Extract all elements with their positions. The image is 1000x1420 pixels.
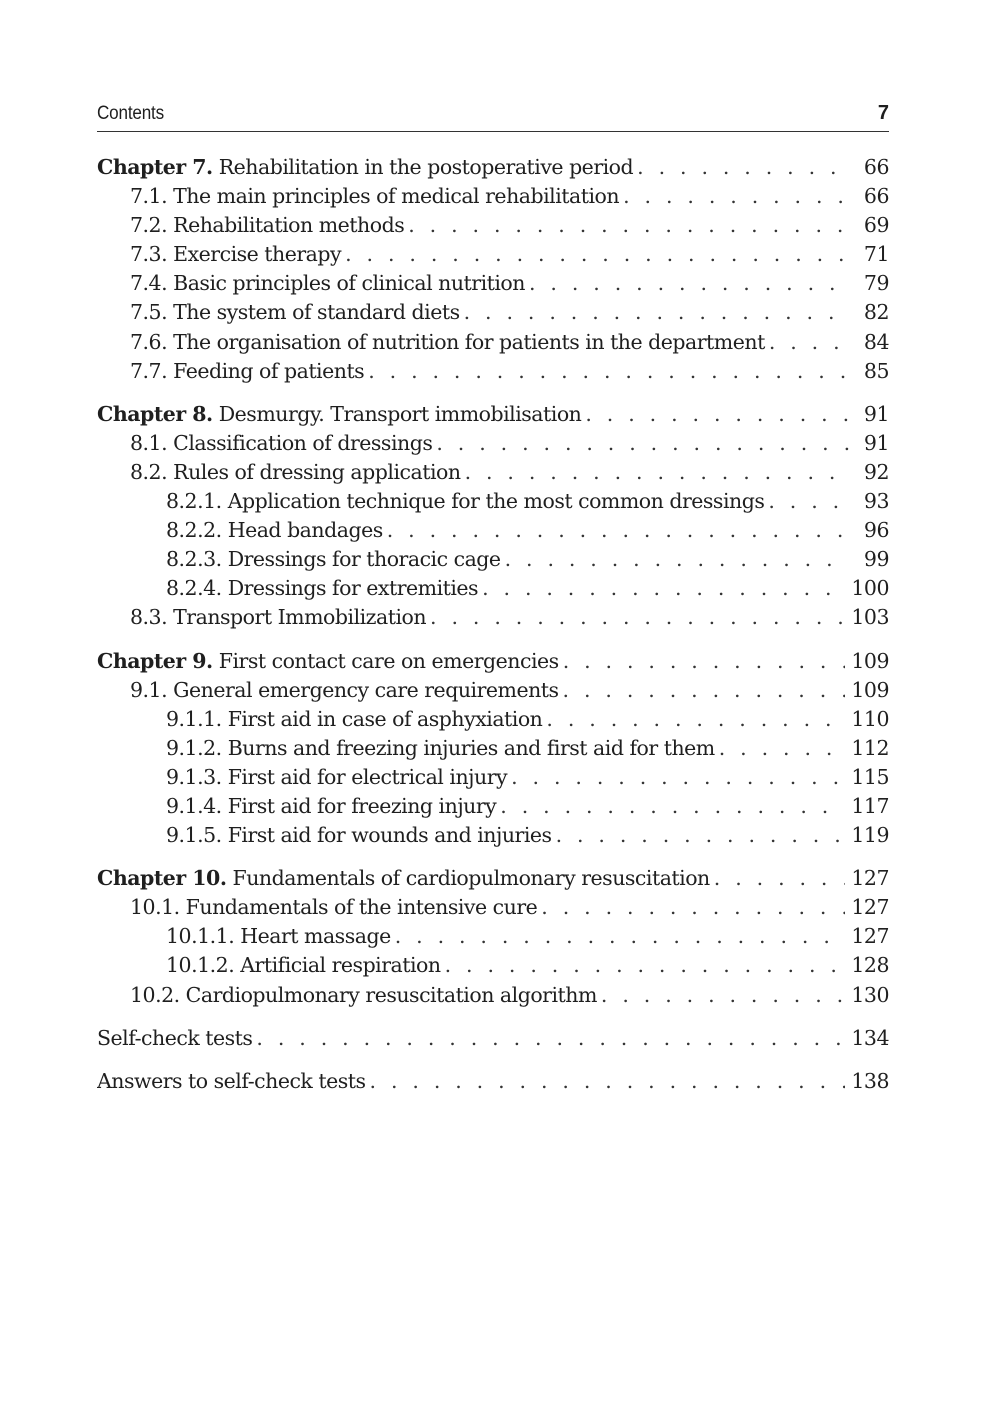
toc-section-8-3[interactable] — [97, 603, 889, 632]
toc-section-7-6[interactable] — [97, 328, 889, 357]
section-title: 8.2.1. Application technique for the most common dressings — [166, 489, 765, 514]
toc-section-9-1-1[interactable] — [97, 705, 889, 734]
toc-chapter-7[interactable] — [97, 153, 889, 182]
page-ref: 128 — [851, 953, 889, 978]
dot-leader — [556, 821, 846, 850]
chapter-title: First contact care on emergencies — [218, 648, 559, 673]
section-title: 8.2. Rules of dressing application — [130, 459, 461, 484]
dot-leader — [465, 458, 849, 487]
dot-leader — [505, 545, 849, 574]
toc-section-8-2-4[interactable] — [97, 574, 889, 603]
dot-leader — [500, 792, 845, 821]
dot-leader — [769, 328, 849, 357]
dot-leader — [719, 734, 846, 763]
page-ref: 130 — [851, 982, 889, 1007]
toc-section-8-2[interactable] — [97, 458, 889, 487]
page-ref: 79 — [863, 271, 889, 296]
toc-section-9-1[interactable] — [97, 676, 889, 705]
toc-section-8-2-1[interactable] — [97, 487, 889, 516]
page-ref: 115 — [851, 764, 889, 789]
toc-section-8-2-2[interactable] — [97, 516, 889, 545]
dot-leader — [563, 676, 846, 705]
page-ref: 92 — [863, 459, 889, 484]
header-title: Contents — [97, 103, 165, 124]
dot-leader — [430, 603, 845, 632]
page-ref: 103 — [851, 605, 889, 630]
section-title: 8.3. Transport Immobilization — [130, 605, 427, 630]
dot-leader — [387, 516, 849, 545]
page-ref: 117 — [851, 793, 889, 818]
toc-section-10-2[interactable] — [97, 981, 889, 1010]
section-title: 9.1.3. First aid for electrical injury — [166, 764, 508, 789]
dot-leader — [408, 211, 849, 240]
dot-leader — [541, 893, 845, 922]
dot-leader — [256, 1024, 845, 1053]
page-ref: 66 — [863, 184, 889, 209]
page-ref: 96 — [863, 518, 889, 543]
dot-leader — [345, 240, 849, 269]
section-title: 10.2. Cardiopulmonary resuscitation algorithm — [130, 982, 597, 1007]
page-ref: 127 — [851, 895, 889, 920]
page-ref: 84 — [863, 329, 889, 354]
chapter-title: Desmurgy. Transport immobilisation — [218, 401, 582, 426]
section-title: 7.3. Exercise therapy — [130, 242, 342, 267]
section-title: 8.2.2. Head bandages — [166, 518, 383, 543]
section-title: 10.1.2. Artificial respiration — [166, 953, 441, 978]
chapter-label: Chapter 9. — [97, 648, 213, 673]
dot-leader — [546, 705, 845, 734]
section-title: 9.1.5. First aid for wounds and injuries — [166, 823, 552, 848]
section-title: Self-check tests — [97, 1025, 253, 1050]
toc-chapter-10[interactable] — [97, 864, 889, 893]
dot-leader — [601, 981, 845, 1010]
page-ref: 66 — [863, 155, 889, 179]
page-ref: 91 — [863, 430, 889, 455]
page-ref: 100 — [851, 576, 889, 601]
dot-leader — [623, 182, 849, 211]
dot-leader — [511, 763, 845, 792]
section-title: Answers to self-check tests — [97, 1068, 366, 1093]
toc-section-10-1-1[interactable] — [97, 922, 889, 951]
chapter-label: Chapter 8. — [97, 401, 213, 426]
toc-section-7-1[interactable] — [97, 182, 889, 211]
section-title: 7.1. The main principles of medical rehabilitation — [130, 184, 620, 209]
toc-section-7-4[interactable] — [97, 269, 889, 298]
page-ref: 127 — [851, 924, 889, 949]
page-ref: 112 — [851, 735, 889, 760]
toc-section-7-2[interactable] — [97, 211, 889, 240]
page-ref: 134 — [851, 1025, 889, 1050]
section-title: 9.1.4. First aid for freezing injury — [166, 793, 497, 818]
dot-leader — [529, 269, 849, 298]
toc-section-8-1[interactable] — [97, 429, 889, 458]
dot-leader — [436, 429, 849, 458]
toc-section-10-1-2[interactable] — [97, 951, 889, 980]
page-ref: 99 — [863, 547, 889, 572]
section-title: 8.1. Classification of dressings — [130, 430, 433, 455]
page-ref: 138 — [851, 1068, 889, 1093]
chapter-title: Rehabilitation in the postoperative period — [218, 155, 634, 179]
page-ref: 109 — [851, 677, 889, 702]
dot-leader — [714, 864, 846, 893]
section-title: 9.1.2. Burns and freezing injuries and first aid for them — [166, 735, 715, 760]
section-title: 10.1. Fundamentals of the intensive cure — [130, 895, 538, 920]
chapter-label: Chapter 7. — [97, 155, 213, 179]
toc-self-check-tests[interactable] — [97, 1024, 889, 1053]
dot-leader — [395, 922, 846, 951]
dot-leader — [482, 574, 845, 603]
toc-section-10-1[interactable] — [97, 893, 889, 922]
dot-leader — [464, 298, 849, 327]
running-header — [97, 100, 889, 132]
page-ref: 109 — [851, 648, 889, 673]
dot-leader — [368, 357, 849, 386]
section-title: 9.1. General emergency care requirements — [130, 677, 559, 702]
dot-leader — [637, 153, 849, 182]
toc-section-9-1-2[interactable] — [97, 734, 889, 763]
toc-section-7-3[interactable] — [97, 240, 889, 269]
chapter-title: Fundamentals of cardiopulmonary resuscitation — [232, 866, 710, 891]
toc-section-9-1-5[interactable] — [97, 821, 889, 850]
page-ref: 110 — [851, 706, 889, 731]
toc-section-7-5[interactable] — [97, 298, 889, 327]
dot-leader — [445, 951, 846, 980]
toc-section-9-1-4[interactable] — [97, 792, 889, 821]
toc-chapter-8[interactable] — [97, 400, 889, 429]
section-title: 7.5. The system of standard diets — [130, 300, 460, 325]
page-ref: 93 — [863, 489, 889, 514]
section-title: 7.6. The organisation of nutrition for patients in the department — [130, 329, 765, 354]
section-title: 10.1.1. Heart massage — [166, 924, 391, 949]
section-title: 8.2.3. Dressings for thoracic cage — [166, 547, 501, 572]
page-ref: 85 — [863, 358, 889, 383]
page-ref: 91 — [863, 401, 889, 426]
section-title: 9.1.1. First aid in case of asphyxiation — [166, 706, 543, 731]
toc-section-8-2-3[interactable] — [97, 545, 889, 574]
toc-answers[interactable] — [97, 1067, 889, 1096]
page-number: 7 — [877, 102, 889, 124]
section-title: 7.4. Basic principles of clinical nutrition — [130, 271, 525, 296]
dot-leader — [370, 1067, 846, 1096]
table-of-contents — [97, 153, 889, 1096]
toc-section-7-7[interactable] — [97, 357, 889, 386]
page-ref: 119 — [851, 823, 889, 848]
chapter-label: Chapter 10. — [97, 866, 227, 891]
section-title: 7.2. Rehabilitation methods — [130, 213, 405, 238]
page-ref: 71 — [863, 242, 889, 267]
toc-chapter-9[interactable] — [97, 647, 889, 676]
page-ref: 69 — [863, 213, 889, 238]
dot-leader — [585, 400, 849, 429]
page-ref: 127 — [851, 866, 889, 891]
dot-leader — [563, 647, 846, 676]
page-ref: 82 — [863, 300, 889, 325]
toc-section-9-1-3[interactable] — [97, 763, 889, 792]
section-title: 7.7. Feeding of patients — [130, 358, 365, 383]
dot-leader — [768, 487, 849, 516]
section-title: 8.2.4. Dressings for extremities — [166, 576, 479, 601]
